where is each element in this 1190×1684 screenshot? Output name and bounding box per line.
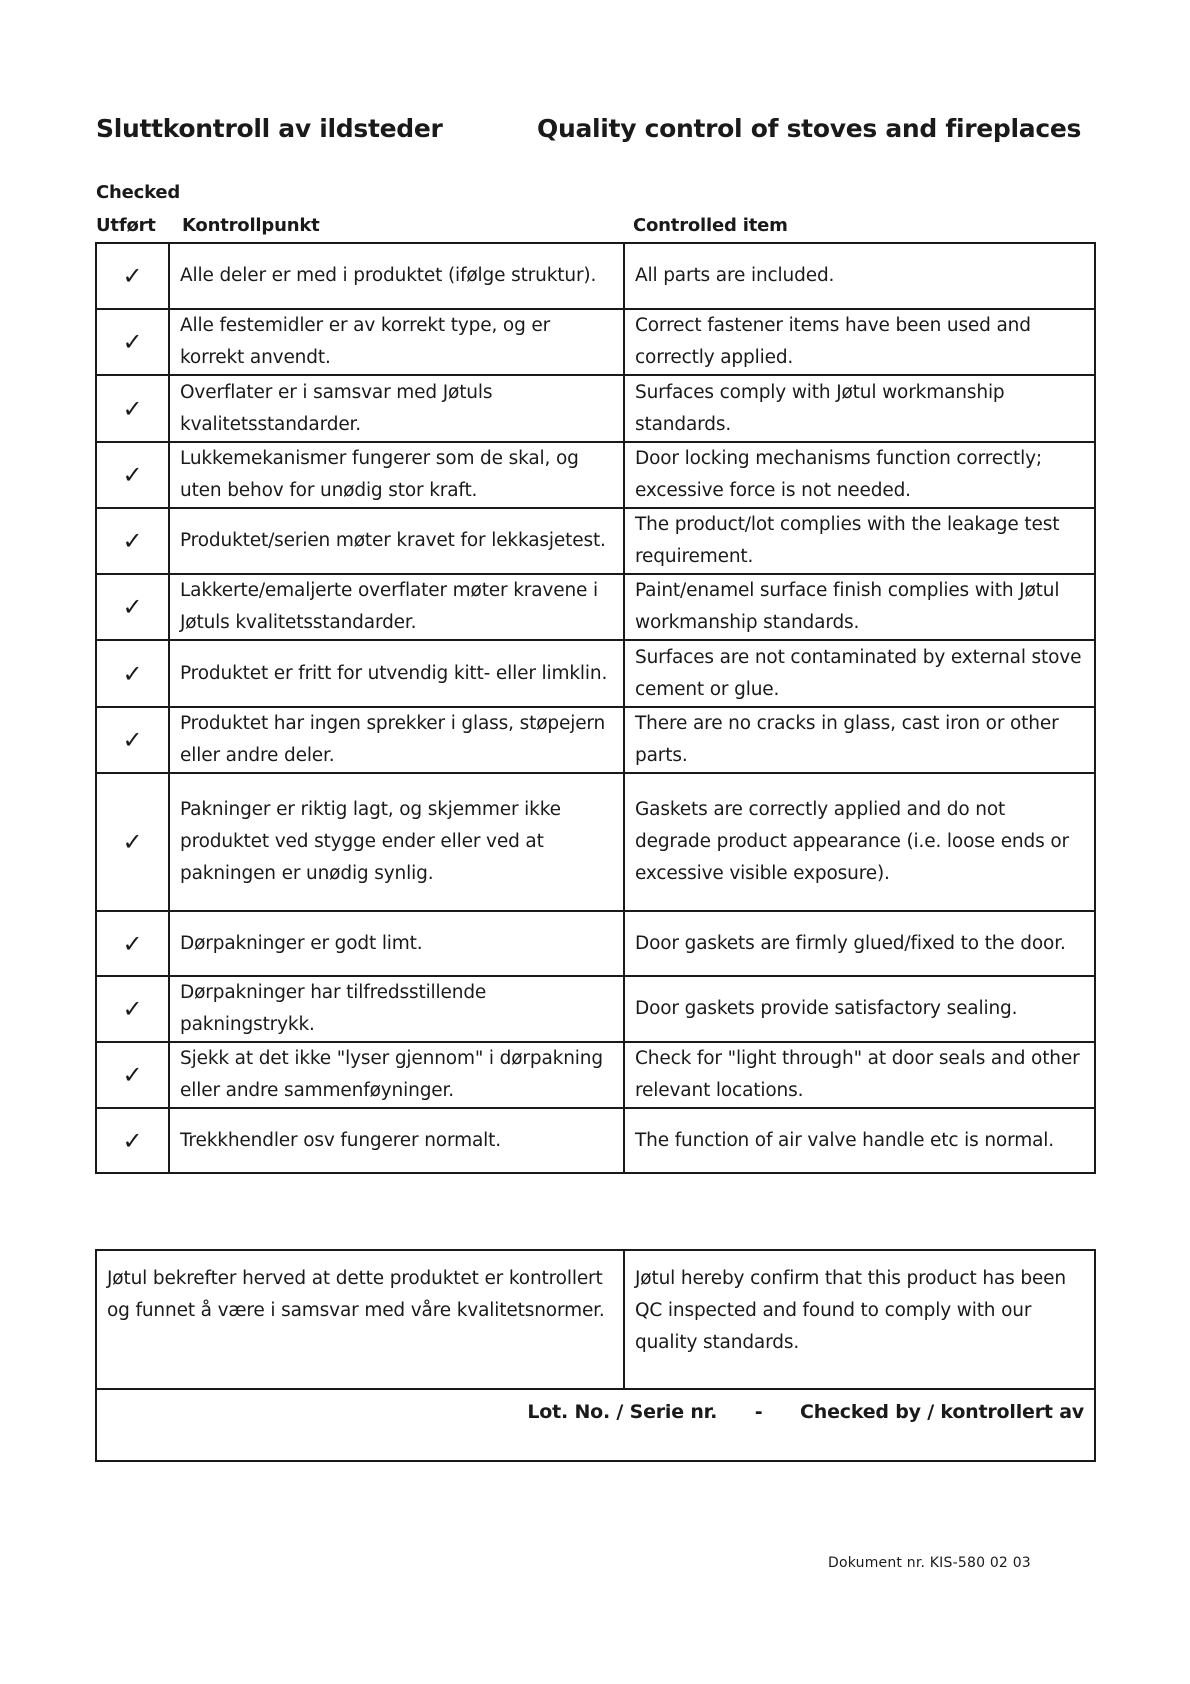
control-point-no: Lukkemekanismer fungerer som de skal, og uten behov for unødig stor kraft.: [169, 442, 624, 508]
controlled-item-en: Check for "light through" at door seals and other relevant locations.: [624, 1042, 1095, 1108]
table-row: [96, 773, 1095, 911]
controlled-item-en: There are no cracks in glass, cast iron or other parts.: [624, 707, 1095, 773]
checkmark-icon: ✓: [96, 1042, 169, 1108]
control-point-no: Dørpakninger er godt limt.: [169, 911, 624, 976]
control-point-no: Produktet/serien møter kravet for lekkasjetest.: [169, 508, 624, 574]
controlled-item-en: Door gaskets are firmly glued/fixed to the door.: [624, 911, 1095, 976]
control-point-no: Produktet har ingen sprekker i glass, støpejern eller andre deler.: [169, 707, 624, 773]
control-point-no: Dørpakninger har tilfredsstillende pakningstrykk.: [169, 976, 624, 1042]
header-controlled-item: Controlled item: [633, 215, 788, 236]
signature-cell: [96, 1389, 1095, 1461]
controlled-item-en: The product/lot complies with the leakage test requirement.: [624, 508, 1095, 574]
control-point-no: Alle festemidler er av korrekt type, og er korrekt anvendt.: [169, 309, 624, 375]
checkmark-icon: ✓: [96, 773, 169, 911]
checkmark-icon: ✓: [96, 508, 169, 574]
table-row: [96, 508, 1095, 574]
table-row: [96, 1042, 1095, 1108]
controlled-item-en: Gaskets are correctly applied and do not degrade product appearance (i.e. loose ends or excessive visible exposure).: [624, 773, 1095, 911]
control-point-no: Sjekk at det ikke "lyser gjennom" i dørpakning eller andre sammenføyninger.: [169, 1042, 624, 1108]
table-row: [96, 442, 1095, 508]
header-checked: Checked: [96, 182, 181, 203]
confirmation-table: [95, 1249, 1096, 1462]
checkmark-icon: ✓: [96, 911, 169, 976]
lot-number-label: Lot. No. / Serie nr.: [527, 1401, 718, 1423]
checkmark-icon: ✓: [96, 442, 169, 508]
control-point-no: Trekkhendler osv fungerer normalt.: [169, 1108, 624, 1173]
controlled-item-en: Paint/enamel surface finish complies with Jøtul workmanship standards.: [624, 574, 1095, 640]
control-point-no: Lakkerte/emaljerte overflater møter kravene i Jøtuls kvalitetsstandarder.: [169, 574, 624, 640]
checkmark-icon: ✓: [96, 707, 169, 773]
title-english: Quality control of stoves and fireplaces: [537, 114, 1082, 143]
table-row: [96, 640, 1095, 707]
signature-labels: [107, 1390, 1084, 1428]
controlled-item-en: Door locking mechanisms function correctly; excessive force is not needed.: [624, 442, 1095, 508]
confirmation-row: [96, 1250, 1095, 1389]
checkmark-icon: ✓: [96, 243, 169, 309]
title-norwegian: Sluttkontroll av ildsteder: [96, 114, 443, 143]
signature-row: [96, 1389, 1095, 1461]
control-point-no: Overflater er i samsvar med Jøtuls kvalitetsstandarder.: [169, 375, 624, 442]
table-row: [96, 243, 1095, 309]
document-number: Dokument nr. KIS-580 02 03: [828, 1555, 1031, 1571]
checkmark-icon: ✓: [96, 574, 169, 640]
checked-by-label: Checked by / kontrollert av: [800, 1401, 1084, 1423]
controlled-item-en: Door gaskets provide satisfactory sealing.: [624, 976, 1095, 1042]
checkmark-icon: ✓: [96, 375, 169, 442]
confirmation-norwegian: Jøtul bekrefter herved at dette produktet er kontrollert og funnet å være i samsvar med våre kvalitetsnormer.: [96, 1250, 624, 1389]
checkmark-icon: ✓: [96, 309, 169, 375]
controlled-item-en: Surfaces comply with Jøtul workmanship standards.: [624, 375, 1095, 442]
control-point-no: Pakninger er riktig lagt, og skjemmer ikke produktet ved stygge ender eller ved at pakningen er unødig synlig.: [169, 773, 624, 911]
controlled-item-en: The function of air valve handle etc is normal.: [624, 1108, 1095, 1173]
controlled-item-en: All parts are included.: [624, 243, 1095, 309]
checklist-table: [95, 242, 1096, 1174]
table-row: [96, 309, 1095, 375]
table-row: [96, 1108, 1095, 1173]
control-point-no: Produktet er fritt for utvendig kitt- eller limklin.: [169, 640, 624, 707]
table-row: [96, 976, 1095, 1042]
separator: -: [754, 1401, 763, 1423]
checkmark-icon: ✓: [96, 640, 169, 707]
checkmark-icon: ✓: [96, 1108, 169, 1173]
checkmark-icon: ✓: [96, 976, 169, 1042]
table-row: [96, 574, 1095, 640]
table-row: [96, 707, 1095, 773]
confirmation-english: Jøtul hereby confirm that this product has been QC inspected and found to comply with our quality standards.: [624, 1250, 1095, 1389]
controlled-item-en: Correct fastener items have been used and correctly applied.: [624, 309, 1095, 375]
controlled-item-en: Surfaces are not contaminated by external stove cement or glue.: [624, 640, 1095, 707]
table-row: [96, 375, 1095, 442]
table-row: [96, 911, 1095, 976]
header-utfort: Utført: [96, 215, 156, 236]
header-kontrollpunkt: Kontrollpunkt: [182, 215, 320, 236]
control-point-no: Alle deler er med i produktet (ifølge struktur).: [169, 243, 624, 309]
